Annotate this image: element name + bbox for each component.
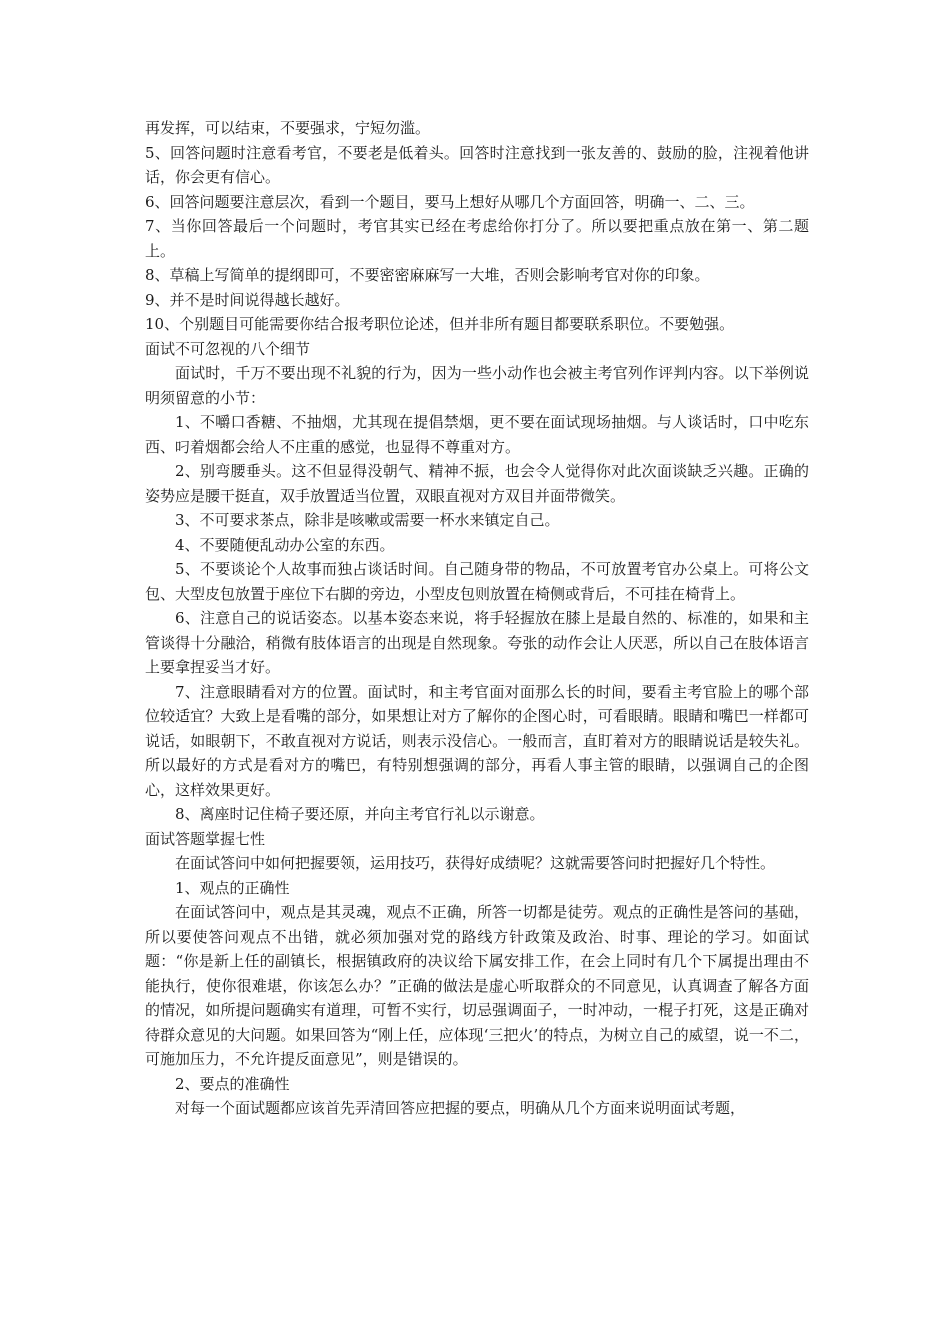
list-item: 5、不要谈论个人故事而独占谈话时间。自己随身带的物品，不可放置考官办公桌上。可将公文包、大型皮包放置于座位下右脚的旁边，小型皮包则放置在椅侧或背后，不可挂在椅背上。 (145, 560, 809, 603)
list-item: 3、不可要求茶点，除非是咳嗽或需要一杯水来镇定自己。 (175, 511, 560, 529)
document-page (145, 116, 809, 1121)
list-item: 7、注意眼睛看对方的位置。面试时，和主考官面对面那么长的时间，要看主考官脸上的哪个部位较适宜？大致上是看嘴的部分，如果想让对方了解你的企图心时，可看眼睛。眼睛和嘴巴一样都可说话，如眼朝下，不敢直视对方说话，则表示没信心。一般而言，直盯着对方的眼睛说话是较失礼。所以最好的方式是看对方的嘴巴，有特别想强调的部分，再看人事主管的眼睛，以强调自己的企图心，这样效果更好。 (145, 682, 809, 799)
paragraph: 对每一个面试题都应该首先弄清回答应把握的要点，明确从几个方面来说明面试考题， (175, 1099, 746, 1117)
list-item: 4、不要随便乱动办公室的东西。 (175, 535, 395, 554)
list-item: 6、注意自己的说话姿态。以基本姿态来说，将手轻握放在膝上是最自然的、标准的，如果和主管谈得十分融洽，稍微有肢体语言的出现是自然现象。夸张的动作会让人厌恶，所以自己在肢体语言上要拿捏妥当才好。 (145, 609, 809, 676)
section-heading: 面试答题掌握七性 (145, 829, 266, 848)
paragraph: 再发挥，可以结束，不要强求，宁短勿滥。 (145, 119, 431, 137)
list-item: 2、别弯腰垂头。这不但显得没朝气、精神不振，也会令人觉得你对此次面谈缺乏兴趣。正确的姿势应是腰干挺直，双手放置适当位置，双眼直视对方双目并面带微笑。 (145, 462, 809, 505)
paragraph: 在面试答问中如何把握要领，运用技巧，获得好成绩呢？这就需要答问时把握好几个特性。 (175, 854, 776, 872)
list-item: 1、不嚼口香糖、不抽烟，尤其现在提倡禁烟，更不要在面试现场抽烟。与人谈话时，口中吃东西、叼着烟都会给人不庄重的感觉，也显得不尊重对方。 (145, 413, 809, 456)
list-item: 9、并不是时间说得越长越好。 (145, 290, 350, 309)
list-item: 6、回答问题要注意层次，看到一个题目，要马上想好从哪几个方面回答，明确一、二、三。 (145, 192, 755, 211)
subheading: 1、观点的正确性 (175, 878, 290, 897)
list-item: 8、离座时记住椅子要还原，并向主考官行礼以示谢意。 (175, 805, 545, 823)
list-item: 5、回答问题时注意看考官，不要老是低着头。回答时注意找到一张友善的、鼓励的脸，注视着他讲话，你会更有信心。 (145, 143, 809, 186)
list-item: 8、草稿上写简单的提纲即可，不要密密麻麻写一大堆，否则会影响考官对你的印象。 (145, 266, 710, 284)
list-item: 7、当你回答最后一个问题时，考官其实已经在考虑给你打分了。所以要把重点放在第一、第二题上。 (145, 217, 809, 260)
subheading: 2、要点的准确性 (175, 1074, 290, 1093)
section-heading: 面试不可忽视的八个细节 (145, 339, 311, 358)
list-item: 10、个别题目可能需要你结合报考职位论述，但并非所有题目都要联系职位。不要勉强。 (145, 315, 735, 333)
paragraph: 面试时，千万不要出现不礼貌的行为，因为一些小动作也会被主考官列作评判内容。以下举例说明须留意的小节： (145, 364, 809, 407)
paragraph: 在面试答问中，观点是其灵魂，观点不正确，所答一切都是徒劳。观点的正确性是答问的基础，所以要使答问观点不出错，就必须加强对党的路线方针政策及政治、时事、理论的学习。如面试题：“你是新上任的副镇长，根据镇政府的决议给下属安排工作，在会上同时有几个下属提出理由不能执行，使你很难堪，你该怎么办？”正确的做法是虚心听取群众的不同意见，认真调查了解各方面的情况，如所提问题确实有道理，可暂不实行，切忌强调面子，一时冲动，一棍子打死，这是正确对待群众意见的大问题。如果回答为“刚上任，应体现‘三把火’的特点，为树立自己的威望，说一不二，可施加压力，不允许提反面意见”，则是错误的。 (145, 903, 809, 1068)
